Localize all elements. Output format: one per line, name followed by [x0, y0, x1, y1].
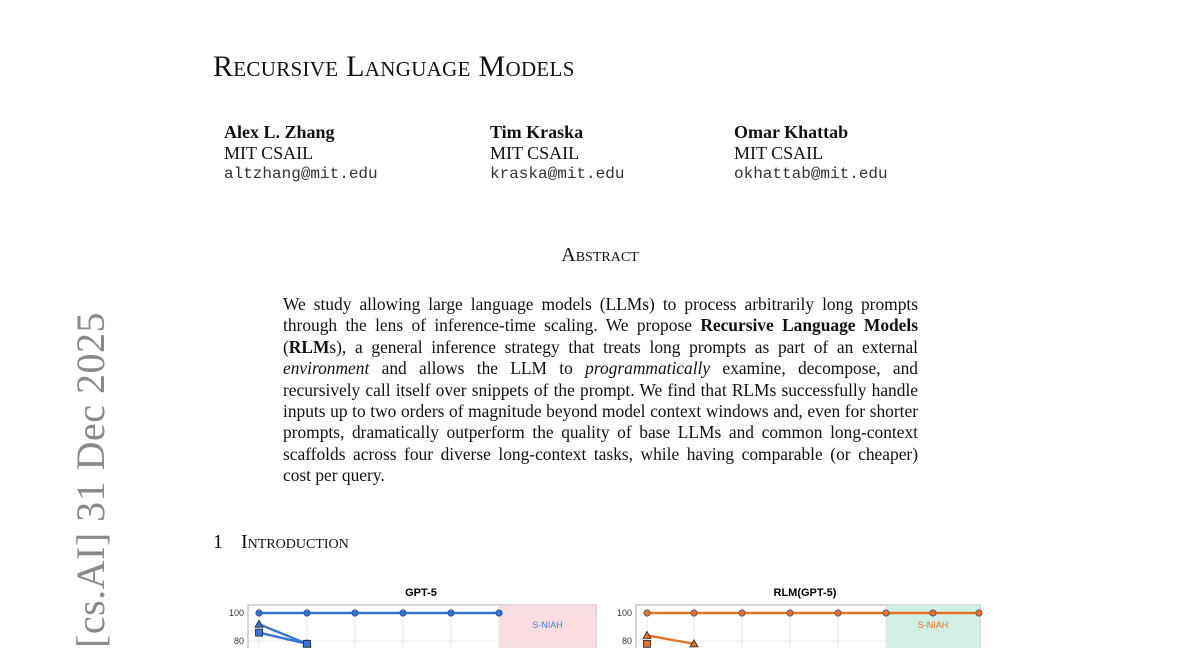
- data-point: [739, 610, 745, 616]
- arxiv-stamp-text: [cs.AI] 31 Dec 2025: [68, 311, 113, 648]
- author-name: Alex L. Zhang: [224, 122, 335, 142]
- plot-title: RLM(GPT-5): [773, 587, 837, 599]
- data-point: [883, 610, 889, 616]
- author-name: Tim Kraska: [490, 122, 584, 142]
- author-email[interactable]: kraska@mit.edu: [490, 165, 625, 183]
- author-affiliation: MIT CSAIL: [734, 143, 824, 163]
- data-point: [304, 640, 311, 647]
- region-label: S-NIAH: [917, 620, 949, 630]
- section-number: 1: [213, 531, 223, 553]
- data-point: [930, 610, 936, 616]
- plot-title: GPT-5: [405, 587, 437, 599]
- chart-gpt5: [229, 587, 596, 648]
- data-point: [496, 610, 502, 616]
- author-name: Omar Khattab: [734, 122, 849, 142]
- author-affiliation: MIT CSAIL: [490, 143, 580, 163]
- abstract-part: examine, decompose, and recursively call itself over snippets of the prompt. We find that RLMs successfully handle inputs up to two orders of magnitude beyond model context windows and, even for shorter prompts, dramatically outperform the quality of base LLMs and common long-context scaffolds across four diverse long-context tasks, while having comparable (or cheaper) cost per query.: [283, 358, 918, 486]
- abstract-part: (: [283, 336, 289, 357]
- author-email[interactable]: okhattab@mit.edu: [734, 165, 888, 183]
- data-point: [448, 610, 454, 616]
- data-point: [352, 610, 358, 616]
- data-point: [976, 610, 982, 616]
- abstract-part: We study allowing large language models (LLMs) to process arbitrarily long prompts through the lens of inference-time scaling. We propose: [283, 294, 918, 336]
- data-point: [256, 610, 262, 616]
- data-point: [400, 610, 406, 616]
- author-email[interactable]: altzhang@mit.edu: [224, 165, 378, 183]
- region-label: S-NIAH: [532, 620, 563, 630]
- y-tick-label: 100: [228, 608, 244, 618]
- abstract-heading: Abstract: [561, 244, 639, 266]
- abstract-part: s), a general inference strategy that treats long prompts as part of an external: [329, 336, 918, 357]
- data-point: [644, 610, 650, 616]
- abstract-italic-term: environment: [283, 358, 370, 379]
- y-tick-label: 80: [233, 636, 244, 646]
- abstract-bold-term: RLM: [288, 336, 330, 357]
- data-point: [304, 610, 310, 616]
- section-title: Introduction: [241, 531, 349, 553]
- abstract-part: and allows the LLM to: [369, 358, 586, 379]
- author-affiliation: MIT CSAIL: [224, 143, 314, 163]
- abstract-italic-term: programmatically: [585, 358, 711, 379]
- data-point: [787, 610, 793, 616]
- paper-title: Recursive Language Models: [213, 50, 575, 83]
- y-tick-label: 80: [621, 636, 632, 646]
- abstract-bold-term: Recursive Language Models: [700, 315, 919, 336]
- data-point: [644, 640, 651, 647]
- data-point: [256, 629, 263, 636]
- y-tick-label: 100: [616, 608, 632, 618]
- data-point: [691, 610, 697, 616]
- chart-rlm-gpt5: [617, 587, 982, 648]
- data-point: [835, 610, 841, 616]
